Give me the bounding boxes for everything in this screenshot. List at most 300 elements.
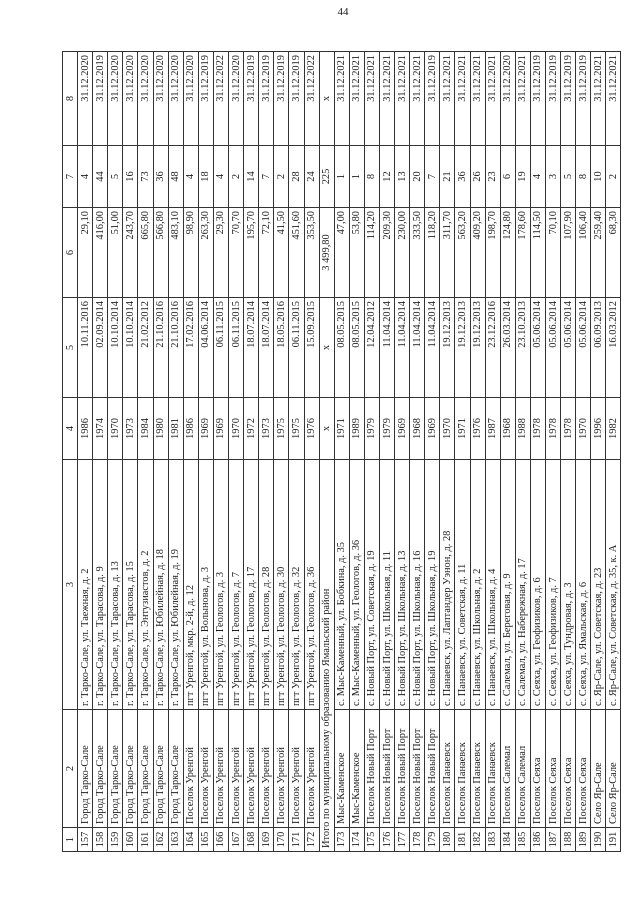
table-cell: Мыс-Каменское [349,710,364,828]
table-cell: 1 [334,146,349,208]
table-cell: 333,50 [410,208,425,298]
table-cell: Поселок Новый Порт [364,710,379,828]
table-cell: с. Панаевск, ул. Школьная, д. 4 [485,460,500,710]
table-cell: 31.12.2020 [168,52,183,146]
table-cell: 36 [153,146,168,208]
table-cell: 167 [229,828,244,852]
table-cell: 70,70 [229,208,244,298]
table-cell: пгт Уренгой, ул. Волынова, д. 3 [198,460,213,710]
table-cell: г. Тарко-Сале, ул. Тарасова, д. 9 [93,460,108,710]
table-cell: 19.12.2013 [455,298,470,398]
table-cell: 20 [410,146,425,208]
table-cell: 1979 [379,398,394,460]
table-row [213,52,228,852]
table-cell: 31.12.2021 [349,52,364,146]
table-row [606,52,621,852]
table-row [440,52,455,852]
table-cell: 353,50 [304,208,319,298]
table-row [274,52,289,852]
table-cell: 98,90 [183,208,198,298]
table-row [425,52,440,852]
table-cell: 189 [576,828,591,852]
table-cell: 1979 [364,398,379,460]
subtotal-label: Итого по муниципальному образованию Ямальский район [319,460,334,852]
column-header: 8 [63,52,78,146]
table-cell: 169 [259,828,274,852]
table-cell: пгт Уренгой, ул. Геологов, д. 17 [244,460,259,710]
table-cell: Поселок Сеяха [576,710,591,828]
table-cell: 17.02.2016 [183,298,198,398]
table-cell: Поселок Уренгой [183,710,198,828]
table-row [530,52,545,852]
table-cell: 166 [213,828,228,852]
table-cell: 26.03.2014 [500,298,515,398]
table-cell: 06.11.2015 [289,298,304,398]
table-row [93,52,108,852]
table-cell: 179 [425,828,440,852]
table-cell: 188 [561,828,576,852]
table-cell: Мыс-Каменское [334,710,349,828]
table-row [138,52,153,852]
table-cell: Город Тарко-Сале [123,710,138,828]
table-cell: Поселок Сеяха [546,710,561,828]
table-cell: 4 [183,146,198,208]
table-cell: с. Сеяха, ул. Тундровая, д. 3 [561,460,576,710]
table-cell: 31.12.2021 [364,52,379,146]
table-cell: 1973 [259,398,274,460]
table-cell: 1989 [349,398,364,460]
table-cell: 163 [168,828,183,852]
table-cell: с. Панаевск, ул. Советская, д. 11 [455,460,470,710]
rotated-table-container [62,52,619,852]
table-cell: с. Новый Порт, ул. Школьная, д. 19 [425,460,440,710]
table-cell: 230,00 [395,208,410,298]
table-cell: 16 [123,146,138,208]
table-cell: 1981 [168,398,183,460]
table-cell: 29,10 [78,208,93,298]
table-cell: 2 [606,146,621,208]
table-cell: 18.07.2014 [244,298,259,398]
table-row [334,52,349,852]
table-cell: 185 [515,828,530,852]
table-cell: 1982 [606,398,621,460]
table-row [470,52,485,852]
table-cell: 41,50 [274,208,289,298]
table-cell: 4 [78,146,93,208]
table-cell: 1978 [546,398,561,460]
table-cell: 1975 [274,398,289,460]
table-cell: x [319,298,334,398]
table-cell: 31.12.2020 [138,52,153,146]
table-cell: 31.12.2021 [440,52,455,146]
table-cell: 31.12.2019 [546,52,561,146]
table-cell: 29,30 [213,208,228,298]
table-cell: 107,90 [561,208,576,298]
table-cell: Город Тарко-Сале [108,710,123,828]
table-cell: 31.12.2019 [289,52,304,146]
column-header: 2 [63,710,78,828]
table-cell: 36 [455,146,470,208]
table-cell: 1 [349,146,364,208]
table-cell: г. Тарко-Сале, ул. Таежная, д. 2 [78,460,93,710]
table-cell: Поселок Уренгой [244,710,259,828]
table-cell: пгт Уренгой, ул. Геологов, д. 30 [274,460,289,710]
table-cell: 10.10.2014 [108,298,123,398]
table-cell: 1970 [229,398,244,460]
table-cell: 566,80 [153,208,168,298]
table-cell: 1972 [244,398,259,460]
table-cell: 12 [379,146,394,208]
table-cell: Поселок Уренгой [259,710,274,828]
table-cell: 05.06.2014 [530,298,545,398]
table-cell: 14 [244,146,259,208]
table-cell: 31.12.2020 [500,52,515,146]
table-row [364,52,379,852]
table-cell: 195,70 [244,208,259,298]
table-cell: Город Тарко-Сале [138,710,153,828]
column-header: 1 [63,828,78,852]
table-cell: 1976 [304,398,319,460]
table-cell: 21.10.2016 [168,298,183,398]
table-cell: 31.12.2022 [213,52,228,146]
table-cell: 31.12.2021 [606,52,621,146]
table-cell: 06.09.2013 [591,298,606,398]
table-row [229,52,244,852]
table-cell: 31.12.2022 [304,52,319,146]
table-cell: 31.12.2021 [591,52,606,146]
table-cell: 175 [364,828,379,852]
table-cell: 10 [591,146,606,208]
column-header: 6 [63,208,78,298]
table-cell: 3 [546,146,561,208]
table-cell: Поселок Панаевск [455,710,470,828]
table-cell: 177 [395,828,410,852]
table-cell: 118,20 [425,208,440,298]
table-cell: 31.12.2021 [485,52,500,146]
table-cell: 31.12.2020 [108,52,123,146]
table-cell: Поселок Новый Порт [425,710,440,828]
table-cell: 31.12.2019 [259,52,274,146]
table-cell: 1996 [591,398,606,460]
table-cell: Поселок Уренгой [289,710,304,828]
table-cell: 170 [274,828,289,852]
table-cell: 11.04.2014 [425,298,440,398]
table-cell: 158 [93,828,108,852]
table-cell: с. Панаевск, ул. Лаптандер Уэнон, д. 28 [440,460,455,710]
table-cell: 171 [289,828,304,852]
table-cell: Поселок Новый Порт [410,710,425,828]
table-cell: 11.04.2014 [410,298,425,398]
table-cell: 23 [485,146,500,208]
table-cell: 1988 [515,398,530,460]
table-cell: 19.12.2013 [440,298,455,398]
table-cell: 51,00 [108,208,123,298]
table-cell: 04.06.2014 [198,298,213,398]
table-cell: 1986 [183,398,198,460]
table-cell: с. Салемал, ул. Береговая, д. 9 [500,460,515,710]
table-cell: 11.04.2014 [379,298,394,398]
table-cell: с. Сеяха, ул. Ямальская, д. 6 [576,460,591,710]
column-header: 3 [63,460,78,710]
table-cell: 70,10 [546,208,561,298]
table-cell: Поселок Салемал [500,710,515,828]
table-cell: 19 [515,146,530,208]
table-cell: с. Яр-Сале, ул. Советская, д. 23 [591,460,606,710]
table-cell: с. Сеяха, ул. Геофизиков, д. 7 [546,460,561,710]
table-cell: 31.12.2019 [425,52,440,146]
table-cell: Город Тарко-Сале [78,710,93,828]
table-cell: 48 [168,146,183,208]
column-header: 7 [63,146,78,208]
table-cell: Город Тарко-Сале [168,710,183,828]
table-cell: 5 [108,146,123,208]
table-cell: с. Мыс-Каменный, ул. Бобкина, д. 35 [334,460,349,710]
table-cell: 164 [183,828,198,852]
table-cell: с. Новый Порт, ул. Школьная, д. 13 [395,460,410,710]
table-cell: пгт Уренгой, ул. Геологов, д. 3 [213,460,228,710]
table-cell: 181 [455,828,470,852]
table-cell: 31.12.2020 [123,52,138,146]
table-cell: 47,00 [334,208,349,298]
table-cell: 23.10.2013 [515,298,530,398]
table-cell: 157 [78,828,93,852]
table-cell: с. Яр-Сале, ул. Советская, д. 35, к. А [606,460,621,710]
table-cell: 209,30 [379,208,394,298]
table-cell: 2 [274,146,289,208]
table-cell: 174 [349,828,364,852]
subtotal-row [319,52,334,852]
table-cell: 31.12.2021 [395,52,410,146]
column-header: 5 [63,298,78,398]
table-cell: 31.12.2019 [576,52,591,146]
table-row [168,52,183,852]
table-cell: 483,10 [168,208,183,298]
table-row [153,52,168,852]
table-cell: 31.12.2021 [515,52,530,146]
table-cell: 1986 [78,398,93,460]
table-cell: 05.06.2014 [561,298,576,398]
table-cell: 114,20 [364,208,379,298]
table-cell: 73 [138,146,153,208]
table-cell: 6 [500,146,515,208]
table-cell: 176 [379,828,394,852]
table-cell: 563,20 [455,208,470,298]
table-cell: Село Яр-Сале [591,710,606,828]
table-cell: с. Мыс-Каменный, ул. Геологов, д. 36 [349,460,364,710]
table-cell: 1970 [576,398,591,460]
housing-table [62,51,621,852]
table-cell: Поселок Новый Порт [379,710,394,828]
table-cell: 13 [395,146,410,208]
table-cell: 187 [546,828,561,852]
table-cell: 160 [123,828,138,852]
table-cell: 26 [470,146,485,208]
table-cell: 21.02.2012 [138,298,153,398]
table-row [244,52,259,852]
table-row [591,52,606,852]
table-cell: 162 [153,828,168,852]
table-cell: 44 [93,146,108,208]
table-cell: 18 [198,146,213,208]
table-cell: Город Тарко-Сале [93,710,108,828]
table-cell: Поселок Сеяха [561,710,576,828]
table-cell: 31.12.2019 [244,52,259,146]
table-cell: 416,00 [93,208,108,298]
table-cell: 1971 [334,398,349,460]
table-cell: Город Тарко-Сале [153,710,168,828]
table-row [561,52,576,852]
table-cell: 665,80 [138,208,153,298]
table-cell: 173 [334,828,349,852]
table-cell: г. Тарко-Сале, ул. Тарасова, д. 15 [123,460,138,710]
table-cell: 31.12.2020 [229,52,244,146]
table-row [304,52,319,852]
table-row [515,52,530,852]
table-cell: 10.11.2016 [78,298,93,398]
table-cell: 1968 [500,398,515,460]
table-cell: 06.11.2015 [229,298,244,398]
table-row [379,52,394,852]
table-cell: 7 [259,146,274,208]
table-cell: 02.09.2014 [93,298,108,398]
table-row [289,52,304,852]
table-cell: Поселок Панаевск [440,710,455,828]
table-cell: г. Тарко-Сале, ул. Юбилейная, д. 18 [153,460,168,710]
table-cell: 31.12.2020 [153,52,168,146]
table-row [455,52,470,852]
table-cell: 1975 [289,398,304,460]
table-cell: 31.12.2019 [93,52,108,146]
table-cell: x [319,398,334,460]
table-cell: 19.12.2013 [470,298,485,398]
table-cell: 28 [289,146,304,208]
table-cell: с. Новый Порт, ул. Советская, д. 19 [364,460,379,710]
table-cell: 1978 [561,398,576,460]
table-cell: 168 [244,828,259,852]
table-cell: 225 [319,146,334,208]
table-cell: Поселок Панаевск [470,710,485,828]
table-cell: г. Тарко-Сале, ул. Юбилейная, д. 19 [168,460,183,710]
table-cell: 31.12.2021 [470,52,485,146]
table-cell: с. Панаевск, ул. Школьная, д. 2 [470,460,485,710]
table-cell: 2 [229,146,244,208]
table-cell: 4 [530,146,545,208]
table-cell: 23.12.2016 [485,298,500,398]
table-cell: Поселок Уренгой [274,710,289,828]
table-cell: пгт Уренгой, ул. Геологов, д. 36 [304,460,319,710]
table-cell: 1969 [425,398,440,460]
table-cell: пгт Уренгой, ул. Геологов, д. 28 [259,460,274,710]
table-cell: 178,60 [515,208,530,298]
table-cell: 1978 [530,398,545,460]
table-cell: г. Тарко-Сале, ул. Тарасова, д. 13 [108,460,123,710]
table-cell: 259,40 [591,208,606,298]
column-header: 4 [63,398,78,460]
table-cell: 5 [561,146,576,208]
table-cell: 31.12.2019 [530,52,545,146]
table-cell: 1971 [455,398,470,460]
table-cell: 4 [213,146,228,208]
table-cell: Поселок Уренгой [198,710,213,828]
table-cell: 1980 [153,398,168,460]
table-cell: 72,10 [259,208,274,298]
table-cell: Поселок Панаевск [485,710,500,828]
table-cell: 05.06.2014 [546,298,561,398]
table-cell: 15.09.2015 [304,298,319,398]
table-cell: пгт Уренгой, ул. Геологов, д. 7 [229,460,244,710]
table-cell: г. Тарко-Сале, ул. Энтузиастов, д. 2 [138,460,153,710]
table-row [183,52,198,852]
table-cell: 114,50 [530,208,545,298]
table-cell: 1984 [138,398,153,460]
table-cell: 1973 [123,398,138,460]
table-cell: 183 [485,828,500,852]
table-cell: 184 [500,828,515,852]
table-cell: 165 [198,828,213,852]
table-cell: 06.11.2015 [213,298,228,398]
table-cell: 1968 [410,398,425,460]
table-cell: 08.05.2015 [349,298,364,398]
table-cell: пгт Уренгой, ул. Геологов, д. 32 [289,460,304,710]
table-cell: 31.12.2021 [410,52,425,146]
table-row [198,52,213,852]
table-row [410,52,425,852]
table-cell: 16.03.2012 [606,298,621,398]
table-cell: 198,70 [485,208,500,298]
table-cell: x [319,52,334,146]
table-cell: 21.10.2016 [153,298,168,398]
table-cell: 263,30 [198,208,213,298]
table-cell: 1970 [108,398,123,460]
table-row [485,52,500,852]
table-cell: 191 [606,828,621,852]
table-cell: 1976 [470,398,485,460]
table-cell: 31.12.2019 [561,52,576,146]
table-cell: 7 [425,146,440,208]
table-cell: 1969 [198,398,213,460]
table-cell: 243,70 [123,208,138,298]
table-cell: 31.12.2019 [274,52,289,146]
table-cell: 186 [530,828,545,852]
table-cell: 53,80 [349,208,364,298]
table-cell: 451,60 [289,208,304,298]
table-cell: 159 [108,828,123,852]
table-cell: 161 [138,828,153,852]
table-cell: Поселок Новый Порт [395,710,410,828]
table-cell: с. Салемал, ул. Набережная, д. 17 [515,460,530,710]
table-row [78,52,93,852]
table-cell: 18.07.2014 [259,298,274,398]
table-cell: 172 [304,828,319,852]
table-cell: Поселок Салемал [515,710,530,828]
table-cell: 68,30 [606,208,621,298]
table-cell: Поселок Сеяха [530,710,545,828]
table-cell: 178 [410,828,425,852]
table-cell: 409,20 [470,208,485,298]
table-cell: 106,40 [576,208,591,298]
table-cell: Село Яр-Сале [606,710,621,828]
table-cell: 1974 [93,398,108,460]
table-cell: 31.12.2021 [455,52,470,146]
table-cell: 05.06.2014 [576,298,591,398]
table-cell: 21 [440,146,455,208]
table-cell: Поселок Уренгой [229,710,244,828]
table-row [576,52,591,852]
page-number: 44 [337,6,349,18]
table-cell: 3 499,80 [319,208,334,298]
table-cell: 1987 [485,398,500,460]
table-cell: Поселок Уренгой [213,710,228,828]
